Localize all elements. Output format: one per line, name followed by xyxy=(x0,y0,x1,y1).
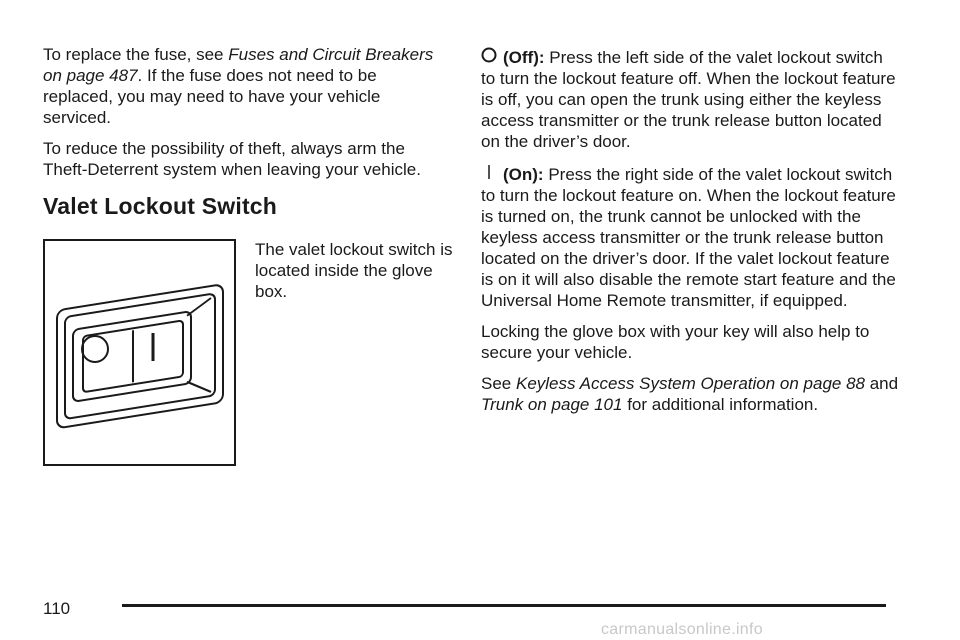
on-text: Press the right side of the valet lockout switch to turn the lockout feature on. When the lockout feature is turned on, the trunk cannot be unlocked with the keyless access transmitter or the trunk release button located on the driver’s door. If the valet lockout feature is on it will also disable the remote start feature and the Universal Home Remote transmitter, if equipped. xyxy=(481,165,896,310)
off-paragraph xyxy=(481,47,901,152)
see-also-middle: and xyxy=(864,374,899,393)
fuse-text-after: . If the fuse does not need to be replaced, you may need to have your vehicle serviced. xyxy=(43,66,381,127)
see-also-suffix: for additional information. xyxy=(622,395,819,414)
switch-caption: The valet lockout switch is located inside the glove box. xyxy=(255,240,453,301)
off-text: Press the left side of the valet lockout switch to turn the lockout feature off. When the lockout feature is off, you can open the trunk using either the keyless access transmitter or the trunk release button located on the driver’s door. xyxy=(481,48,896,151)
right-column xyxy=(481,47,901,415)
theft-paragraph: To reduce the possibility of theft, always arm the Theft-Deterrent system when leaving your vehicle. xyxy=(43,139,421,179)
watermark: carmanualsonline.info xyxy=(601,621,763,638)
footer-rule xyxy=(122,604,886,607)
section-heading: Valet Lockout Switch xyxy=(43,193,278,219)
see-also-prefix: See xyxy=(481,374,516,393)
off-term: (Off): xyxy=(503,48,545,67)
page-number: 110 xyxy=(43,599,71,618)
glove-box-paragraph: Locking the glove box with your key will also help to secure your vehicle. xyxy=(481,322,870,362)
see-also-paragraph xyxy=(481,373,901,415)
on-bar-icon xyxy=(481,164,503,185)
on-term: (On): xyxy=(503,165,544,184)
switch-drawing xyxy=(45,241,234,464)
keyless-access-link[interactable]: Keyless Access System Operation on page 88 xyxy=(515,374,865,393)
fuse-text-before: To replace the fuse, see xyxy=(43,45,229,64)
fuse-paragraph xyxy=(43,44,443,128)
left-column xyxy=(43,44,443,180)
valet-switch-illustration xyxy=(43,239,236,466)
trunk-link[interactable]: Trunk on page 101 xyxy=(481,395,623,414)
off-circle-icon xyxy=(481,47,503,68)
bezel-edge-top xyxy=(187,298,211,316)
on-paragraph xyxy=(481,164,901,311)
fuses-circuit-breakers-link[interactable]: Fuses and Circuit Breakers on page 487 xyxy=(43,45,434,85)
off-symbol-icon xyxy=(82,336,108,362)
